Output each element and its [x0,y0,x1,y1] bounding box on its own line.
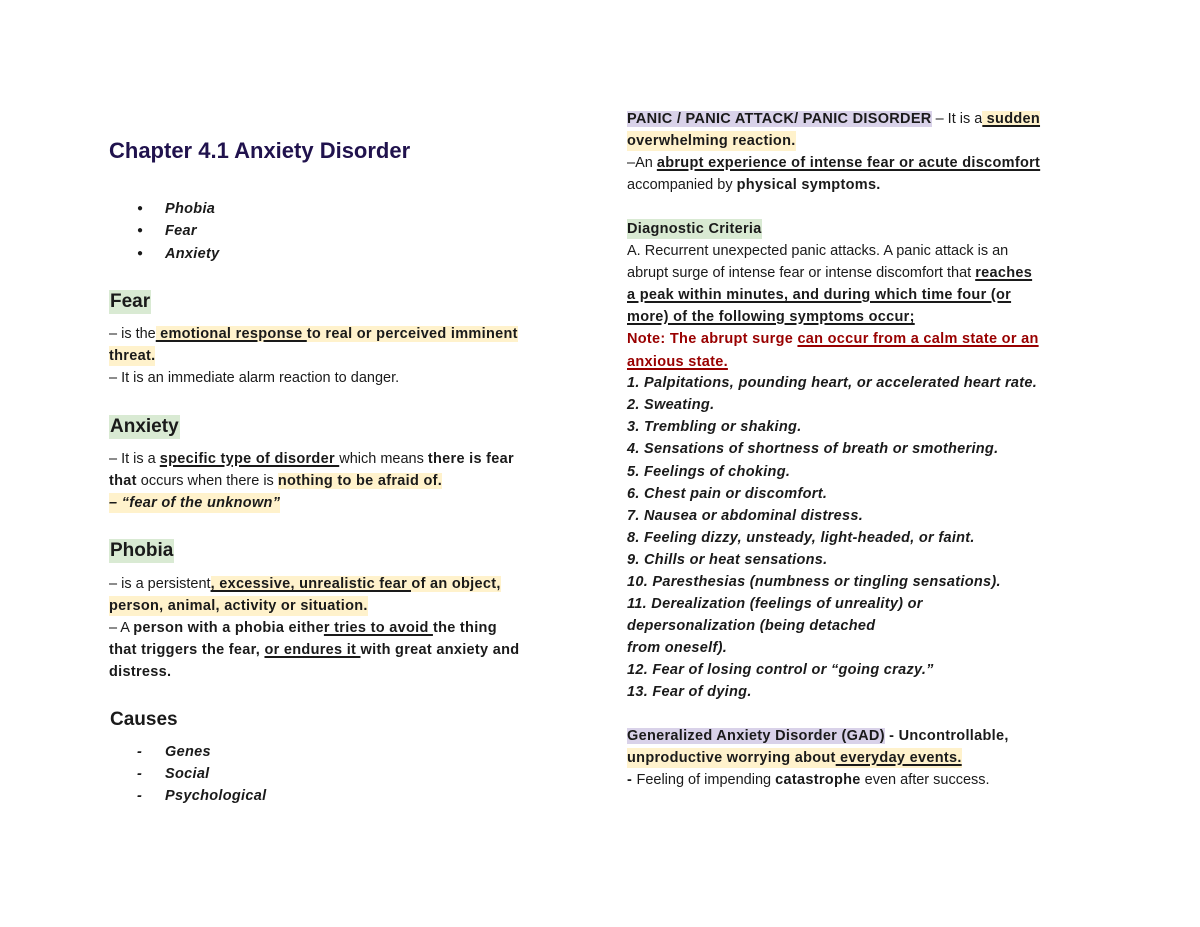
symptom-item: 9. Chills or heat sensations. [627,552,828,568]
criteria-text-line: a peak within minutes, and during which time four (or [627,287,1012,303]
bullet-icon: ● [137,203,144,215]
diagnostic-criteria-heading: Diagnostic Criteria [627,221,762,237]
dash-icon: - [137,744,143,760]
phobia-definition-line: – A person with a phobia either tries to avoid the thing [109,620,497,636]
symptom-item: 10. Paresthesias (numbness or tingling sensations). [627,574,1001,590]
symptom-item: 1. Palpitations, pounding heart, or accelerated heart rate. [627,375,1038,391]
panic-definition-line: –An abrupt experience of intense fear or acute discomfort [627,155,1041,171]
bullet-icon: ● [137,225,144,237]
symptom-item: 5. Feelings of choking. [627,464,791,480]
dash-icon: - [137,766,143,782]
phobia-heading: Phobia [110,540,174,561]
symptom-item: depersonalization (being detached [627,618,876,634]
gad-definition-line: Generalized Anxiety Disorder (GAD) - Uncontrollable, [627,728,1009,744]
symptom-item: 7. Nausea or abdominal distress. [627,508,864,524]
causes-list-item: - Psychological [137,788,267,804]
anxiety-definition-line: that occurs when there is nothing to be afraid of. [109,473,443,489]
gad-definition-line: - Feeling of impending catastrophe even after success. [627,772,990,788]
phobia-definition-line: that triggers the fear, or endures it with great anxiety and [109,642,520,658]
criteria-text-line: abrupt surge of intense fear or intense discomfort that reaches [627,265,1033,281]
fear-definition-line: threat. [109,348,156,364]
fear-heading: Fear [110,291,151,312]
criteria-note-line: anxious state. [627,354,728,370]
symptom-item: 13. Fear of dying. [627,684,752,700]
symptom-item: 2. Sweating. [627,397,715,413]
symptom-item: 8. Feeling dizzy, unsteady, light-headed, or faint. [627,530,975,546]
panic-definition-line: PANIC / PANIC ATTACK/ PANIC DISORDER – It is a sudden [627,111,1041,127]
symptom-item: 3. Trembling or shaking. [627,419,802,435]
symptom-item: 11. Derealization (feelings of unreality) or [627,596,923,612]
symptom-item: 12. Fear of losing control or “going crazy.” [627,662,934,678]
criteria-text-line: A. Recurrent unexpected panic attacks. A panic attack is an [627,243,1009,259]
bullet-icon: ● [137,248,144,260]
symptom-item: 4. Sensations of shortness of breath or smothering. [627,441,999,457]
panic-definition-line: accompanied by physical symptoms. [627,177,881,193]
page-title: Chapter 4.1 Anxiety Disorder [109,138,411,163]
gad-definition-line: unproductive worrying about everyday events. [627,750,962,766]
causes-heading: Causes [110,709,178,730]
criteria-note-line: Note: The abrupt surge can occur from a calm state or an [627,331,1039,347]
causes-list-item: - Social [137,766,210,782]
intro-list-item: ● Fear [137,221,197,241]
fear-definition-line: – is the emotional response to real or perceived imminent [109,326,518,342]
phobia-definition-line: – is a persistent, excessive, unrealistic fear of an object, [109,576,501,592]
criteria-text-line: more) of the following symptoms occur; [627,309,915,325]
phobia-definition-line: person, animal, activity or situation. [109,598,368,614]
symptom-item: 6. Chest pain or discomfort. [627,486,828,502]
fear-definition-line: – It is an immediate alarm reaction to danger. [109,370,400,386]
panic-definition-line: overwhelming reaction. [627,133,796,149]
intro-list-item: ● Anxiety [137,244,219,264]
dash-icon: - [137,788,143,804]
symptom-item: from oneself). [627,640,728,656]
phobia-definition-line: distress. [109,664,172,680]
intro-list-item: ● Phobia [137,199,215,219]
causes-list-item: - Genes [137,744,211,760]
anxiety-heading: Anxiety [110,416,179,437]
anxiety-quote: – “fear of the unknown” [109,495,281,511]
anxiety-definition-line: – It is a specific type of disorder which means there is fear [109,451,514,467]
